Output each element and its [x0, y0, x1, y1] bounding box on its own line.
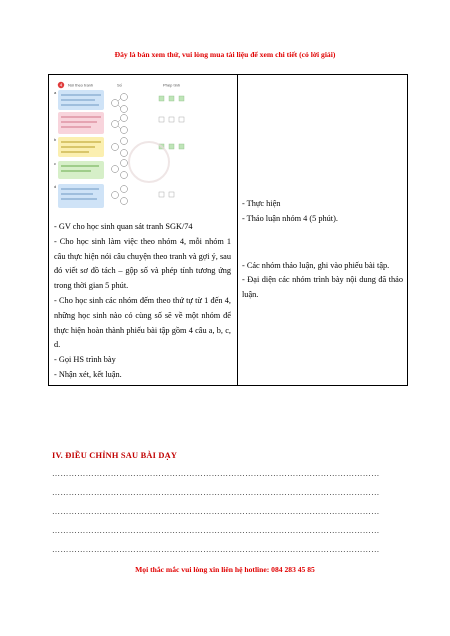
teacher-step: - GV cho học sinh quan sát tranh SGK/74: [54, 222, 193, 231]
text-line: [61, 146, 95, 148]
answer-box: [159, 192, 164, 197]
text-line: [61, 165, 99, 167]
bond-circle: [121, 115, 128, 122]
text-line: [61, 193, 93, 195]
text-line: [61, 94, 101, 96]
story-card-d: [58, 184, 104, 208]
text-line: [61, 198, 97, 200]
bond-circle: [121, 172, 128, 179]
answer-box: [179, 144, 184, 149]
text-line: [61, 151, 89, 153]
bond-circle: [121, 186, 128, 193]
student-step: - Thực hiện: [242, 199, 281, 208]
worksheet-image: [51, 77, 237, 215]
text-line: [61, 141, 101, 143]
bond-circle: [121, 150, 128, 157]
worksheet-header-number: Số: [117, 82, 122, 88]
bond-circle: [112, 192, 119, 199]
teacher-activities-cell: [49, 75, 238, 386]
card-letter-a: a: [54, 90, 57, 95]
card-letter-d: d: [54, 184, 57, 189]
student-step: - Đại diện các nhóm trình bày nội dung đã thảo luận.: [242, 275, 403, 300]
text-line: [61, 116, 101, 118]
worksheet-header-story: Nói theo tranh: [68, 82, 94, 88]
bond-circle: [121, 198, 128, 205]
dotted-line: ………………………………………………………………………………………………………: [52, 507, 380, 516]
dotted-line: ………………………………………………………………………………………………………: [52, 488, 380, 497]
text-line: [61, 121, 97, 123]
teacher-step: - Nhận xét, kết luận.: [54, 369, 122, 379]
answer-box: [159, 96, 164, 101]
answer-box: [159, 117, 164, 122]
bond-circle: [112, 100, 119, 107]
bond-circle: [112, 166, 119, 173]
bond-circle: [121, 94, 128, 101]
answer-box: [169, 117, 174, 122]
teacher-step: - Gọi HS trình bày: [54, 355, 116, 365]
text-line: [61, 170, 91, 172]
student-activities-cell: [238, 75, 408, 386]
text-line: [61, 104, 99, 106]
bond-circle: [121, 138, 128, 145]
preview-notice: Đây là bản xem thử, vui lòng mua tài liệu để xem chi tiết (có lời giải): [114, 50, 336, 59]
worksheet-badge: 4: [59, 82, 63, 88]
answer-box: [169, 192, 174, 197]
dotted-line: ………………………………………………………………………………………………………: [52, 545, 380, 554]
dotted-line: ………………………………………………………………………………………………………: [52, 526, 380, 535]
bond-circle: [112, 121, 119, 128]
answer-box: [179, 117, 184, 122]
teacher-step: - Cho học sinh các nhóm đếm theo thứ tự từ 1 đến 4, những học sinh nào có cùng số sẽ về một nhóm để thực hiện hoàn thành phiếu bài tập gồm 4 câu a, b, c, d.: [54, 295, 231, 350]
answer-box: [169, 144, 174, 149]
card-letter-b: b: [54, 137, 57, 142]
answer-box: [169, 96, 174, 101]
answer-box: [179, 96, 184, 101]
worksheet-header-operation: Phép tính: [163, 82, 181, 88]
text-line: [61, 126, 91, 128]
text-line: [61, 99, 95, 101]
bond-circle: [121, 106, 128, 113]
watermark-logo: [129, 142, 169, 182]
card-letter-c: c: [54, 161, 56, 166]
bond-circle: [121, 127, 128, 134]
lesson-table: [48, 74, 408, 386]
student-step: - Thảo luận nhóm 4 (5 phút).: [242, 213, 338, 223]
student-step: - Các nhóm thảo luận, ghi vào phiếu bài tập.: [242, 260, 390, 270]
student-activities: [238, 75, 407, 303]
bond-circle: [121, 160, 128, 167]
hotline-footer: Mọi thắc mắc vui lòng xin liên hệ hotline: 084 283 45 85: [135, 565, 315, 574]
bond-circle: [112, 144, 119, 151]
dotted-line: ………………………………………………………………………………………………………: [52, 469, 380, 478]
text-line: [61, 188, 99, 190]
teacher-activities: [49, 220, 237, 385]
teacher-step: - Cho học sinh làm việc theo nhóm 4, mỗi nhóm 1 câu thực hiện nói câu chuyện theo tranh và gợi ý, sau đó viết sơ đồ tách – gộp số và phép tính tương ứng trong thời gian 5 phút.: [54, 236, 231, 291]
section-title: IV. ĐIỀU CHỈNH SAU BÀI DẠY: [52, 451, 178, 460]
